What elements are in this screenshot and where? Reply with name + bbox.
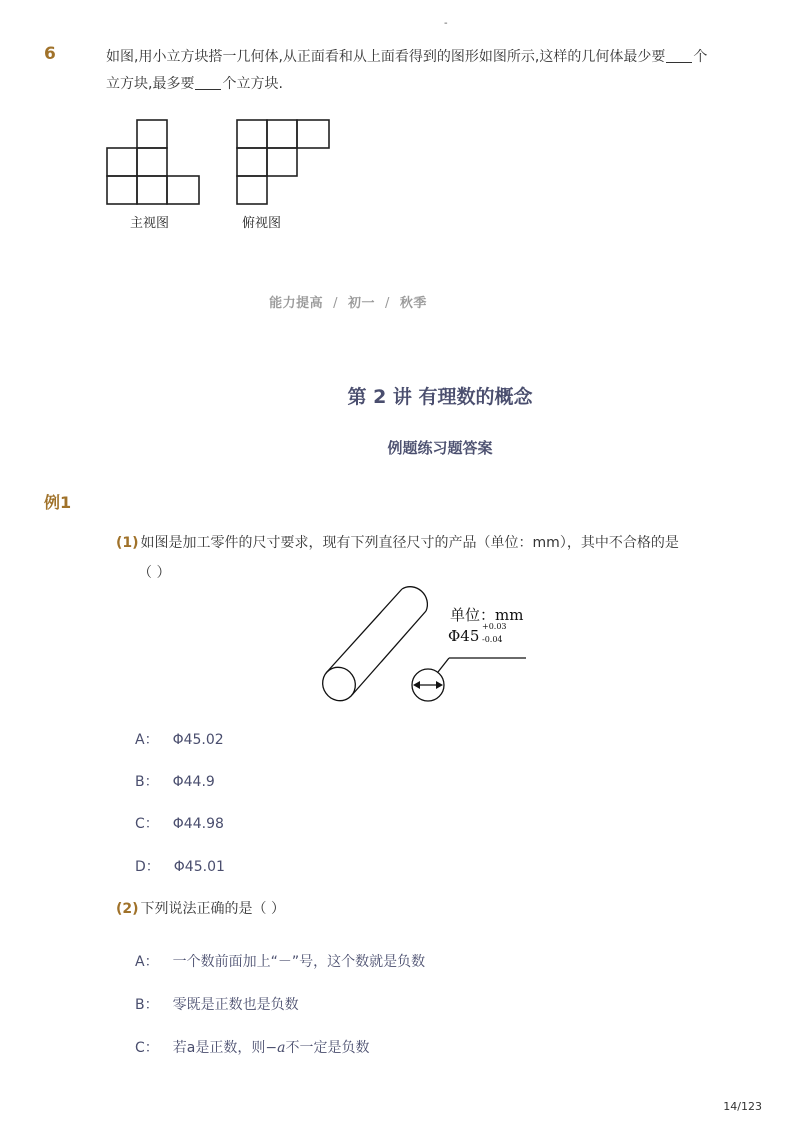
option-text: 若a是正数，则	[172, 1040, 266, 1056]
lecture-subtitle: 例题练习题答案	[387, 439, 493, 457]
cylinder-far-end	[402, 587, 427, 611]
top-cell	[267, 148, 297, 176]
answer-parentheses: （ ）	[138, 565, 171, 581]
option-text: Φ44.98	[172, 816, 224, 832]
question-line2-end: 个立方块.	[222, 76, 283, 92]
breadcrumb-separator: /	[385, 296, 390, 311]
breadcrumb-item: 初一	[347, 296, 375, 311]
option-text: Φ44.9	[172, 774, 215, 790]
upper-tolerance: +0.03	[482, 622, 507, 631]
option-b	[135, 771, 215, 791]
top-cell	[237, 176, 267, 204]
question-line1: 如图,用小立方块搭一几何体,从正面看和从上面看得到的图形如图所示,这样的几何体最少要	[106, 49, 666, 65]
sub-question-text: 下列说法正确的是（ ）	[140, 901, 285, 917]
front-cell	[107, 176, 137, 204]
top-cell	[237, 120, 267, 148]
question-text	[106, 44, 726, 98]
option-text: Φ45.02	[172, 732, 224, 748]
header-mark: -	[444, 18, 448, 29]
top-cell	[267, 120, 297, 148]
breadcrumb-separator: /	[333, 296, 338, 311]
option-c	[135, 1037, 369, 1057]
front-view-caption: 主视图	[130, 216, 170, 231]
option-key: A：	[135, 732, 159, 748]
arrow-head	[436, 681, 443, 689]
option-key: C：	[135, 816, 159, 832]
option-key: B：	[135, 774, 159, 790]
top-view-figure	[234, 118, 334, 208]
part-dimension-figure	[318, 584, 538, 706]
example-label: 例1	[44, 493, 72, 512]
math-expression: −a	[265, 1040, 286, 1056]
sub-question-1	[116, 528, 736, 588]
option-text: Φ45.01	[173, 859, 225, 875]
option-b	[135, 994, 299, 1014]
diameter-label: Φ45	[448, 627, 480, 645]
option-key: B：	[135, 997, 159, 1013]
cylinder-edge	[326, 589, 402, 673]
arrow-head	[413, 681, 420, 689]
lower-tolerance: -0.04	[482, 635, 503, 644]
answer-blank-min	[666, 48, 692, 63]
option-d	[135, 856, 225, 876]
breadcrumb-item: 秋季	[399, 296, 427, 311]
top-cell	[297, 120, 329, 148]
option-key: C：	[135, 1040, 159, 1056]
question-line1-end: 个	[693, 49, 708, 65]
cylinder-end	[318, 661, 362, 706]
question-number: 6	[44, 44, 56, 64]
option-a	[135, 951, 425, 971]
sub-question-2	[116, 894, 736, 924]
front-cell	[137, 148, 167, 176]
sub-question-text: 如图是加工零件的尺寸要求，现有下列直径尺寸的产品（单位：mm），其中不合格的是	[140, 535, 679, 551]
answer-blank-max	[195, 75, 221, 90]
sub-question-number: (1)	[116, 535, 139, 551]
breadcrumb	[0, 292, 696, 311]
cylinder-edge	[352, 611, 426, 695]
leader-line	[438, 658, 449, 672]
breadcrumb-item: 能力提高	[269, 296, 324, 311]
page-number: 14/123	[723, 1100, 762, 1113]
top-cell	[237, 148, 267, 176]
option-text: 零既是正数也是负数	[172, 997, 299, 1013]
question-line2: 立方块,最多要	[106, 76, 195, 92]
lecture-title: 第 2 讲 有理数的概念	[347, 386, 533, 408]
option-a	[135, 729, 224, 749]
front-cell	[107, 148, 137, 176]
option-key: A：	[135, 954, 159, 970]
front-cell	[137, 176, 167, 204]
top-view-caption: 俯视图	[242, 216, 282, 231]
front-cell	[137, 120, 167, 148]
option-text: 不一定是负数	[285, 1040, 370, 1056]
option-c	[135, 813, 224, 833]
front-cell	[167, 176, 199, 204]
front-view-figure	[104, 118, 204, 208]
option-text: 一个数前面加上“－”号，这个数就是负数	[172, 954, 426, 970]
unit-label: 单位：mm	[450, 606, 524, 624]
sub-question-number: (2)	[116, 901, 139, 917]
option-key: D：	[135, 859, 160, 875]
